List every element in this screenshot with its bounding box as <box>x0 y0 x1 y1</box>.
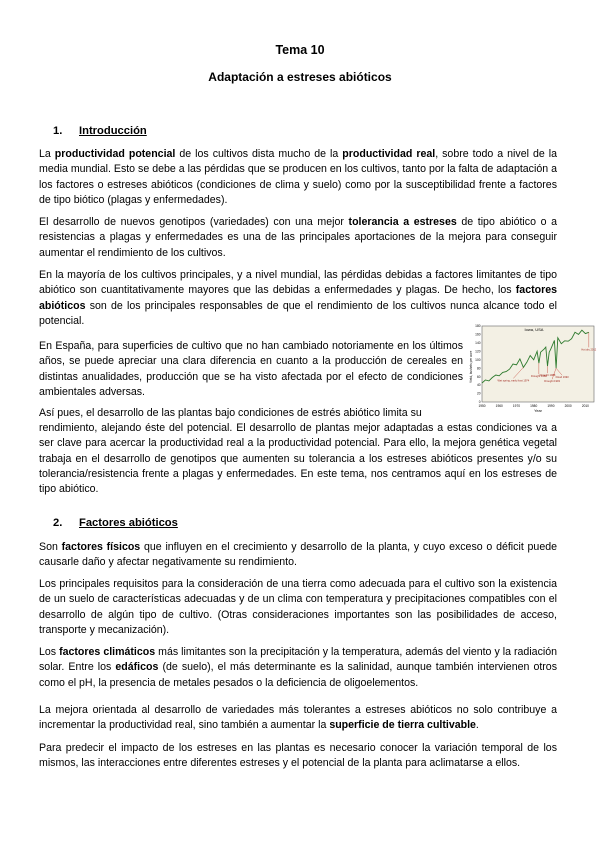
paragraph-5: rendimiento, alejando éste del potencial. El desarrollo de plantas mejor adaptadas a estas condiciones va a ser clave para acercar la productividad real a la productividad potencial. Para ello, la mejora genética vegetal trabaja en el desarrollo de genotipos que aumenten su tolerancia a los estreses abióticos presentes y/o su tolerancia/resistencia frente a plagas y enfermedades. En este tema, nos centramos aquí en los estreses de tipo abiótico. <box>39 422 557 496</box>
annotation-label: Hot dry 2012 <box>581 348 597 352</box>
x-tick-label: 1990 <box>547 404 555 408</box>
annotation-label: Wet spring, early frost 1974 <box>497 379 530 383</box>
paragraph-2: El desarrollo de nuevos genotipos (variedades) con una mejor tolerancia a estreses de tipo abiótico o a resistencias a plagas y enfermedades es una de las principales aportaciones de la mejora para conseguir aumentar el rendimiento de los cultivos. <box>39 216 557 259</box>
section-2-title: Factores abióticos <box>79 517 178 529</box>
x-tick-label: 1980 <box>530 404 538 408</box>
yield-chart <box>468 323 599 415</box>
x-tick-label: 2000 <box>564 404 572 408</box>
paragraph-1: La productividad potencial de los cultivos dista mucho de la productividad real, sobre todo a nivel de la media mundial. Esto se debe a las pérdidas que se producen en los cultivos, tanto por la falta de adaptación a los factores o estreses abióticos (condiciones de clima y suelo) como por la susceptibilidad frente a factores de tipo biótico (plagas y enfermedades). <box>39 148 557 206</box>
y-axis-label: Yield, bushels per acre <box>469 350 473 383</box>
x-tick-label: 2010 <box>581 404 589 408</box>
y-tick-label: 0 <box>478 400 481 405</box>
bold-term: productividad potencial <box>54 148 176 160</box>
annotation-label: Flood 1993 <box>555 376 569 380</box>
document-title: Tema 10 <box>275 43 325 57</box>
bold-term: factores físicos <box>61 541 141 553</box>
section-1-title: Introducción <box>79 125 147 137</box>
paragraph-9: La mejora orientada al desarrollo de variedades más tolerantes a estreses abióticos no solo contribuye a incrementar la productividad real, sino también a aumentar la superficie de tierra cultivable. <box>39 704 557 732</box>
y-tick-label: 160 <box>475 332 481 337</box>
bold-term: productividad real <box>342 148 436 160</box>
plot-area <box>482 326 597 402</box>
section-1-number: 1. <box>53 125 63 137</box>
paragraph-10: Para predecir el impacto de los estreses en las plantas es necesario conocer la variación temporal de los mismos, las interacciones entre diferentes estreses y el potencial de la planta para aclimatarse a ellos. <box>39 742 557 770</box>
y-tick-label: 60 <box>476 374 481 379</box>
y-tick-label: 20 <box>476 391 481 396</box>
bold-term: tolerancia a estreses <box>348 216 457 228</box>
document-subtitle: Adaptación a estreses abióticos <box>208 70 392 84</box>
paragraph-5-first-line: Así pues, el desarrollo de las plantas bajo condiciones de estrés abiótico limita su <box>39 407 422 419</box>
x-tick-label: 1970 <box>512 404 521 408</box>
y-tick-label: 40 <box>476 383 481 388</box>
y-tick-label: 100 <box>475 357 481 362</box>
paragraph-3: En la mayoría de los cultivos principales, y a nivel mundial, las pérdidas debidas a factores limitantes de tipo abiótico son cuantitativamente mayores que las debidas a enfermedades y plagas. De hecho, los factores abióticos son de los principales responsables de que el rendimiento de los cultivos nunca alcance todo el potencial. <box>39 269 557 327</box>
x-axis-label: Year <box>534 409 542 413</box>
y-tick-label: 80 <box>476 366 481 371</box>
section-1-heading <box>53 125 147 137</box>
bold-term: edáficos <box>115 661 159 674</box>
annotation-label: Drought 1988 <box>539 374 556 378</box>
bold-term: factores abióticos <box>39 284 557 312</box>
y-tick-label: 140 <box>475 340 481 345</box>
paragraph-8: Los factores climáticos más limitantes son la precipitación y la temperatura, además del viento y la radiación solar. Entre los edáficos (de suelo), el más determinante es la salinidad, aunque también intervienen otros como el pH, la presencia de metales pesados o la deficiencia de oligoelementos. <box>39 646 557 689</box>
paragraph-4: En España, para superficies de cultivo que no han cambiado notoriamente en los últimos años, se puede apreciar una clara diferencia en cuanto a la producción de cereales en distintas anualidades, producción que se ha visto afectada por el efecto de condiciones ambientales adversas. <box>39 340 463 398</box>
annotation-label: Drought 1983 <box>531 375 547 379</box>
section-2-number: 2. <box>53 517 63 529</box>
x-tick-label: 1950 <box>478 404 486 408</box>
x-tick-label: 1960 <box>495 404 503 408</box>
y-tick-label: 180 <box>475 324 481 329</box>
annotation-label: Drought 1993 <box>544 380 560 384</box>
y-tick-label: 120 <box>475 349 481 354</box>
section-2-heading <box>53 517 178 529</box>
bold-term: factores climáticos <box>59 646 156 658</box>
paragraph-6: Son factores físicos que influyen en el crecimiento y desarrollo de la planta, y cuyo exceso o déficit puede causarle daño y afectar negativamente su rendimiento. <box>39 541 557 569</box>
chart-title: Iowa, USA <box>524 327 544 332</box>
bold-term: superficie de tierra cultivable <box>329 719 476 732</box>
paragraph-7: Los principales requisitos para la consideración de una tierra como adecuada para el cultivo son la existencia de un suelo de características adecuadas y de un clima con temperatura y precipitaciones compatibles con el desarrollo de algún tipo de cultivo. (Otras consideraciones importantes son las posibilidades de acceso, transporte y mecanización). <box>39 578 557 636</box>
